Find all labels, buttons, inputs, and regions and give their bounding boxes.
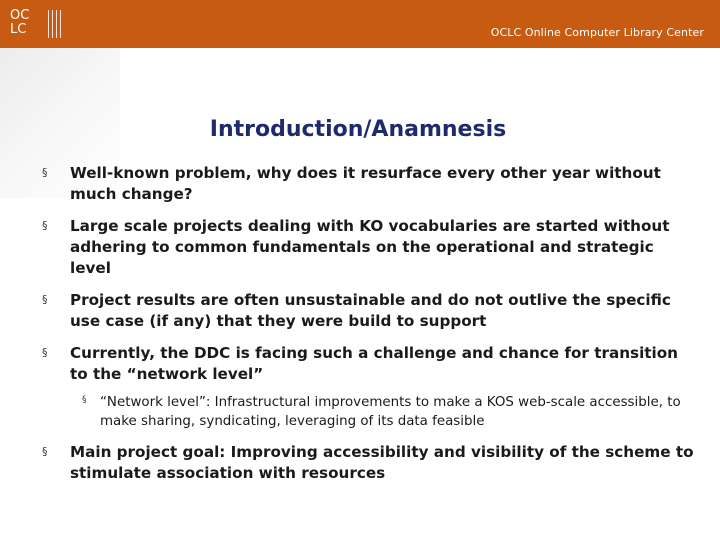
bullet-text: Project results are often unsustainable and do not outlive the specific use case (if any) that they were build to support bbox=[70, 291, 671, 330]
bullet-text: Currently, the DDC is facing such a challenge and chance for transition to the “network level” bbox=[70, 344, 678, 383]
bullet-marker: § bbox=[42, 445, 48, 458]
bullet-text: Well-known problem, why does it resurface every other year without much change? bbox=[70, 164, 661, 203]
header-bar bbox=[0, 0, 720, 48]
bullet-marker: § bbox=[42, 166, 48, 179]
bullet-item bbox=[38, 163, 698, 205]
bullet-marker: § bbox=[42, 219, 48, 232]
bullet-marker: § bbox=[42, 293, 48, 306]
slide-title: Introduction/Anamnesis bbox=[209, 117, 507, 142]
logo-line-2: LC bbox=[10, 22, 27, 37]
sub-bullet-text: “Network level”: Infrastructural improvements to make a KOS web-scale accessible, to make sharing, syndicating, leveraging of its data feasible bbox=[100, 395, 681, 429]
logo-bars-icon bbox=[48, 10, 72, 38]
sub-bullet-marker: § bbox=[82, 395, 87, 405]
bullet-text: Main project goal: Improving accessibility and visibility of the scheme to stimulate association with resources bbox=[70, 443, 694, 482]
organization-name: OCLC Online Computer Library Center bbox=[490, 26, 704, 39]
bullet-item bbox=[38, 343, 698, 385]
bullet-item bbox=[38, 442, 698, 484]
oclc-logo bbox=[10, 9, 44, 39]
sub-bullet-item bbox=[76, 393, 698, 431]
bullet-item bbox=[38, 216, 698, 279]
bullet-list bbox=[38, 163, 698, 484]
bullet-marker: § bbox=[42, 346, 48, 359]
bullet-text: Large scale projects dealing with KO vocabularies are started without adhering to common fundamentals on the operational and strategic level bbox=[70, 217, 670, 277]
logo-line-1: OC bbox=[10, 8, 30, 23]
bullet-item bbox=[38, 290, 698, 332]
